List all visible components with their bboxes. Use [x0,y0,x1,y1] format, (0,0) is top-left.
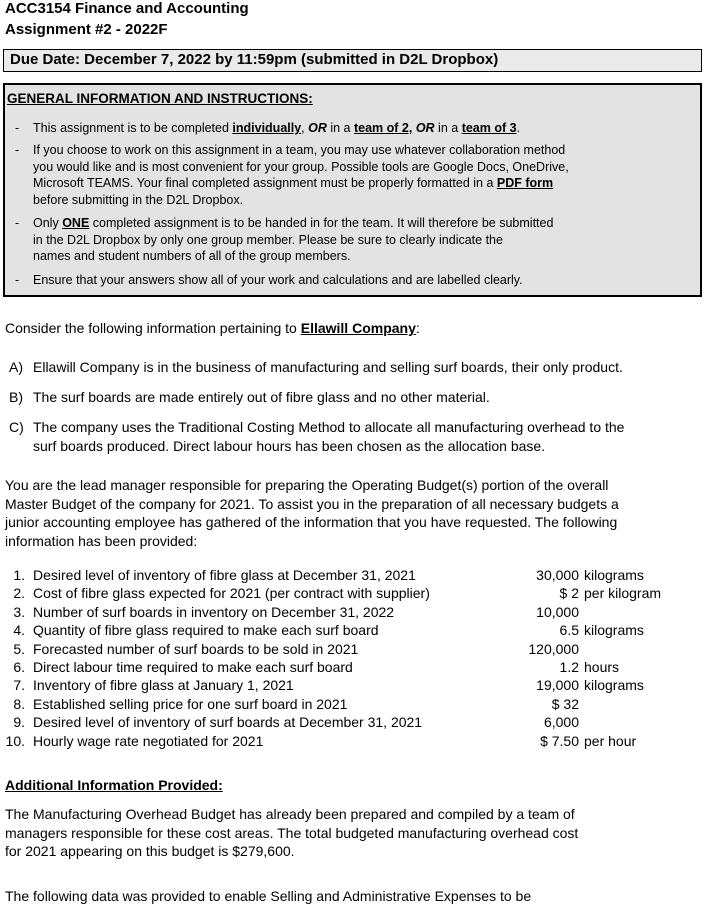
fact-letter: C) [9,419,24,435]
additional-info-heading: Additional Information Provided: [5,777,223,793]
item-value: 6.5 [559,622,579,639]
item-unit: kilograms [584,622,644,639]
item-description: Hourly wage rate negotiated for 2021 [33,732,264,749]
item-number: 6. [13,659,25,675]
additional-info-paragraph: The Manufacturing Overhead Budget has already been prepared and compiled by a team of managers responsible for these cost areas. The total budgeted manufacturing overhead cost for 2021 appearing on this budget is $279,600. [5,806,579,859]
item-value: 6,000 [543,714,579,731]
item-description: Forecasted number of surf boards to be sold in 2021 [33,640,359,657]
item-value: 120,000 [528,640,579,657]
fact-text: The surf boards are made entirely out of fibre glass and no other material. [33,389,490,405]
intro-paragraph: You are the lead manager responsible for preparing the Operating Budget(s) portion of the overall Master Budget of the company for 2021. To assist you in the preparation of all necessary budgets a junior accounting employee has gathered of the information that you have requested. The following information has been provided: [5,477,619,549]
item-number: 8. [13,695,25,712]
budget-data-row [0,640,705,658]
consider-line: Consider the following information pertaining to Ellawill Company: [5,320,420,336]
item-number: 7. [13,677,25,694]
item-number: 3. [13,603,25,620]
item-description: Desired level of inventory of surf boards at December 31, 2021 [33,714,423,731]
item-value: $ 32 [551,695,579,712]
bullet-marker: - [15,273,20,287]
budget-data-row [0,713,705,731]
budget-data-row [0,603,705,621]
assignment-title: Assignment #2 - 2022F [5,21,168,38]
item-description: Number of surf boards in inventory on December 31, 2022 [33,603,395,620]
budget-data-row [0,695,705,713]
item-description: Direct labour time required to make each surf board [33,659,353,675]
instructions-heading: GENERAL INFORMATION AND INSTRUCTIONS: [7,91,313,106]
item-value: 1.2 [559,659,579,675]
budget-data-row [0,584,705,602]
budget-data-row [0,676,705,694]
item-value: $ 2 [559,585,579,602]
bullet-marker: - [15,216,20,230]
item-unit: hours [584,659,620,675]
item-number: 10. [5,732,25,749]
item-value: 10,000 [536,603,579,620]
bullet-marker: - [15,143,20,157]
item-number: 1. [13,567,25,583]
instruction-item: Ensure that your answers show all of your work and calculations and are labelled clearly. [33,273,523,287]
item-number: 5. [13,640,25,657]
bullet-marker: - [15,121,20,135]
item-unit: per kilogram [584,585,662,602]
following-paragraph: The following data was provided to enable Selling and Administrative Expenses to be [5,888,532,904]
due-date-banner: Due Date: December 7, 2022 by 11:59pm (submitted in D2L Dropbox) [3,49,702,72]
item-description: Quantity of fibre glass required to make each surf board [33,622,379,639]
budget-data-row [0,566,705,584]
item-unit: kilograms [584,677,644,694]
fact-letter: B) [9,389,23,405]
item-description: Established selling price for one surf board in 2021 [33,695,348,712]
instructions-box [3,83,702,297]
item-number: 4. [13,622,25,639]
course-title: ACC3154 Finance and Accounting [5,0,249,17]
item-number: 2. [13,585,25,602]
item-number: 9. [13,714,25,731]
instruction-item: Only ONE completed assignment is to be handed in for the team. It will therefore be submitted in the D2L Dropbox by only one group member. Please be sure to clearly indicate the names and student numbers of all of the group members. [33,216,554,263]
instruction-item: This assignment is to be completed individually, OR in a team of 2, OR in a team of 3. [33,121,521,135]
instruction-item: If you choose to work on this assignment in a team, you may use whatever collaboration method you would like and is most convenient for your group. Possible tools are Google Docs, OneDrive, Microsoft TEAMS. Your final completed assignment must be properly formatted in a PDF form before submitting in the D2L Dropbox. [33,143,569,207]
item-value: 19,000 [536,677,579,694]
item-description: Cost of fibre glass expected for 2021 (per contract with supplier) [33,585,430,602]
item-value: 30,000 [536,567,579,583]
budget-data-row [0,658,705,676]
item-unit: per hour [584,732,637,749]
item-description: Inventory of fibre glass at January 1, 2021 [33,677,294,694]
item-value: $ 7.50 [540,732,579,749]
item-description: Desired level of inventory of fibre glass at December 31, 2021 [33,567,416,583]
budget-data-row [0,732,705,750]
item-unit: kilograms [584,567,644,583]
budget-data-row [0,621,705,639]
fact-text: The company uses the Traditional Costing Method to allocate all manufacturing overhead to the surf boards produced. Direct labour hours has been chosen as the allocation base. [33,419,625,454]
fact-text: Ellawill Company is in the business of manufacturing and selling surf boards, their only product. [33,359,623,375]
fact-letter: A) [9,359,23,375]
